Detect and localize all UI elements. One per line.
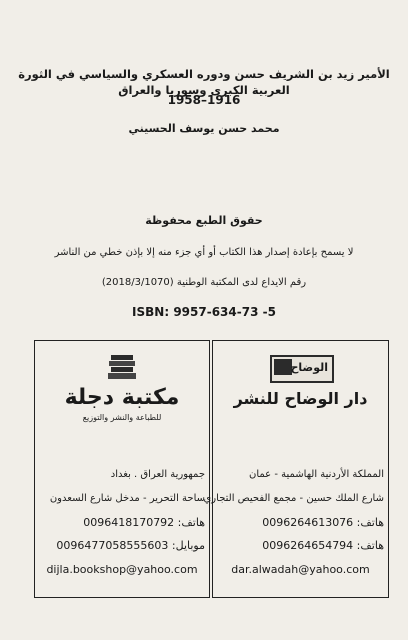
- alwadah-country: المملكة الأردنية الهاشمية - عمان: [249, 469, 384, 480]
- rights-reserved: حقوق الطبع محفوظة: [145, 214, 263, 227]
- dijla-mobile: موبايل: 0096477058555603: [56, 539, 205, 552]
- alwadah-email[interactable]: dar.alwadah@yahoo.com: [231, 563, 370, 576]
- book-title: الأمير زيد بن الشريف حسن ودوره العسكري والسياسي في الثورة العربية الكبرى وسوريا والعراق: [18, 67, 390, 97]
- dijla-email[interactable]: dijla.bookshop@yahoo.com: [46, 563, 198, 576]
- book-author: محمد حسن يوسف الحسيني: [128, 122, 280, 135]
- dijla-logo-name: مكتبة دجلة: [64, 385, 180, 410]
- alwadah-name: دار الوضاح للنشر: [233, 389, 368, 408]
- deposit-number: رقم الايداع لدى المكتبة الوطنية (2018/3/1070): [101, 277, 307, 288]
- dijla-street: ساحة التحرير - مدخل شارع السعدون: [49, 493, 205, 504]
- dijla-phone: هاتف: 0096418170792: [83, 516, 205, 529]
- bleed-through-1: [100, 140, 320, 154]
- alwadah-phone-1: هاتف: 0096264613076: [262, 516, 384, 529]
- publisher-alwadah-box: [203, 340, 389, 598]
- dijla-country: جمهورية العراق . بغداد: [110, 469, 205, 480]
- alwadah-logo-text: الوضاح: [290, 361, 328, 374]
- dijla-tagline: للطباعة والنشر والتوزيع: [82, 413, 162, 422]
- alwadah-logo: [270, 355, 334, 383]
- isbn: ISBN: 9957-634-73 -5: [132, 305, 276, 319]
- book-stack-icon: [107, 353, 137, 381]
- reproduction-notice: لا يسمح بإعادة إصدار هذا الكتاب أو أي جزء منه إلا بإذن خطي من الناشر: [54, 247, 354, 258]
- logo-square-icon: [274, 359, 292, 375]
- publisher-dijla-box: [34, 340, 210, 598]
- book-years: 1958–1916: [167, 93, 241, 107]
- alwadah-phone-2: هاتف: 0096264654794: [262, 539, 384, 552]
- alwadah-street: شارع الملك حسين - مجمع الفحيص التجاري: [203, 493, 384, 504]
